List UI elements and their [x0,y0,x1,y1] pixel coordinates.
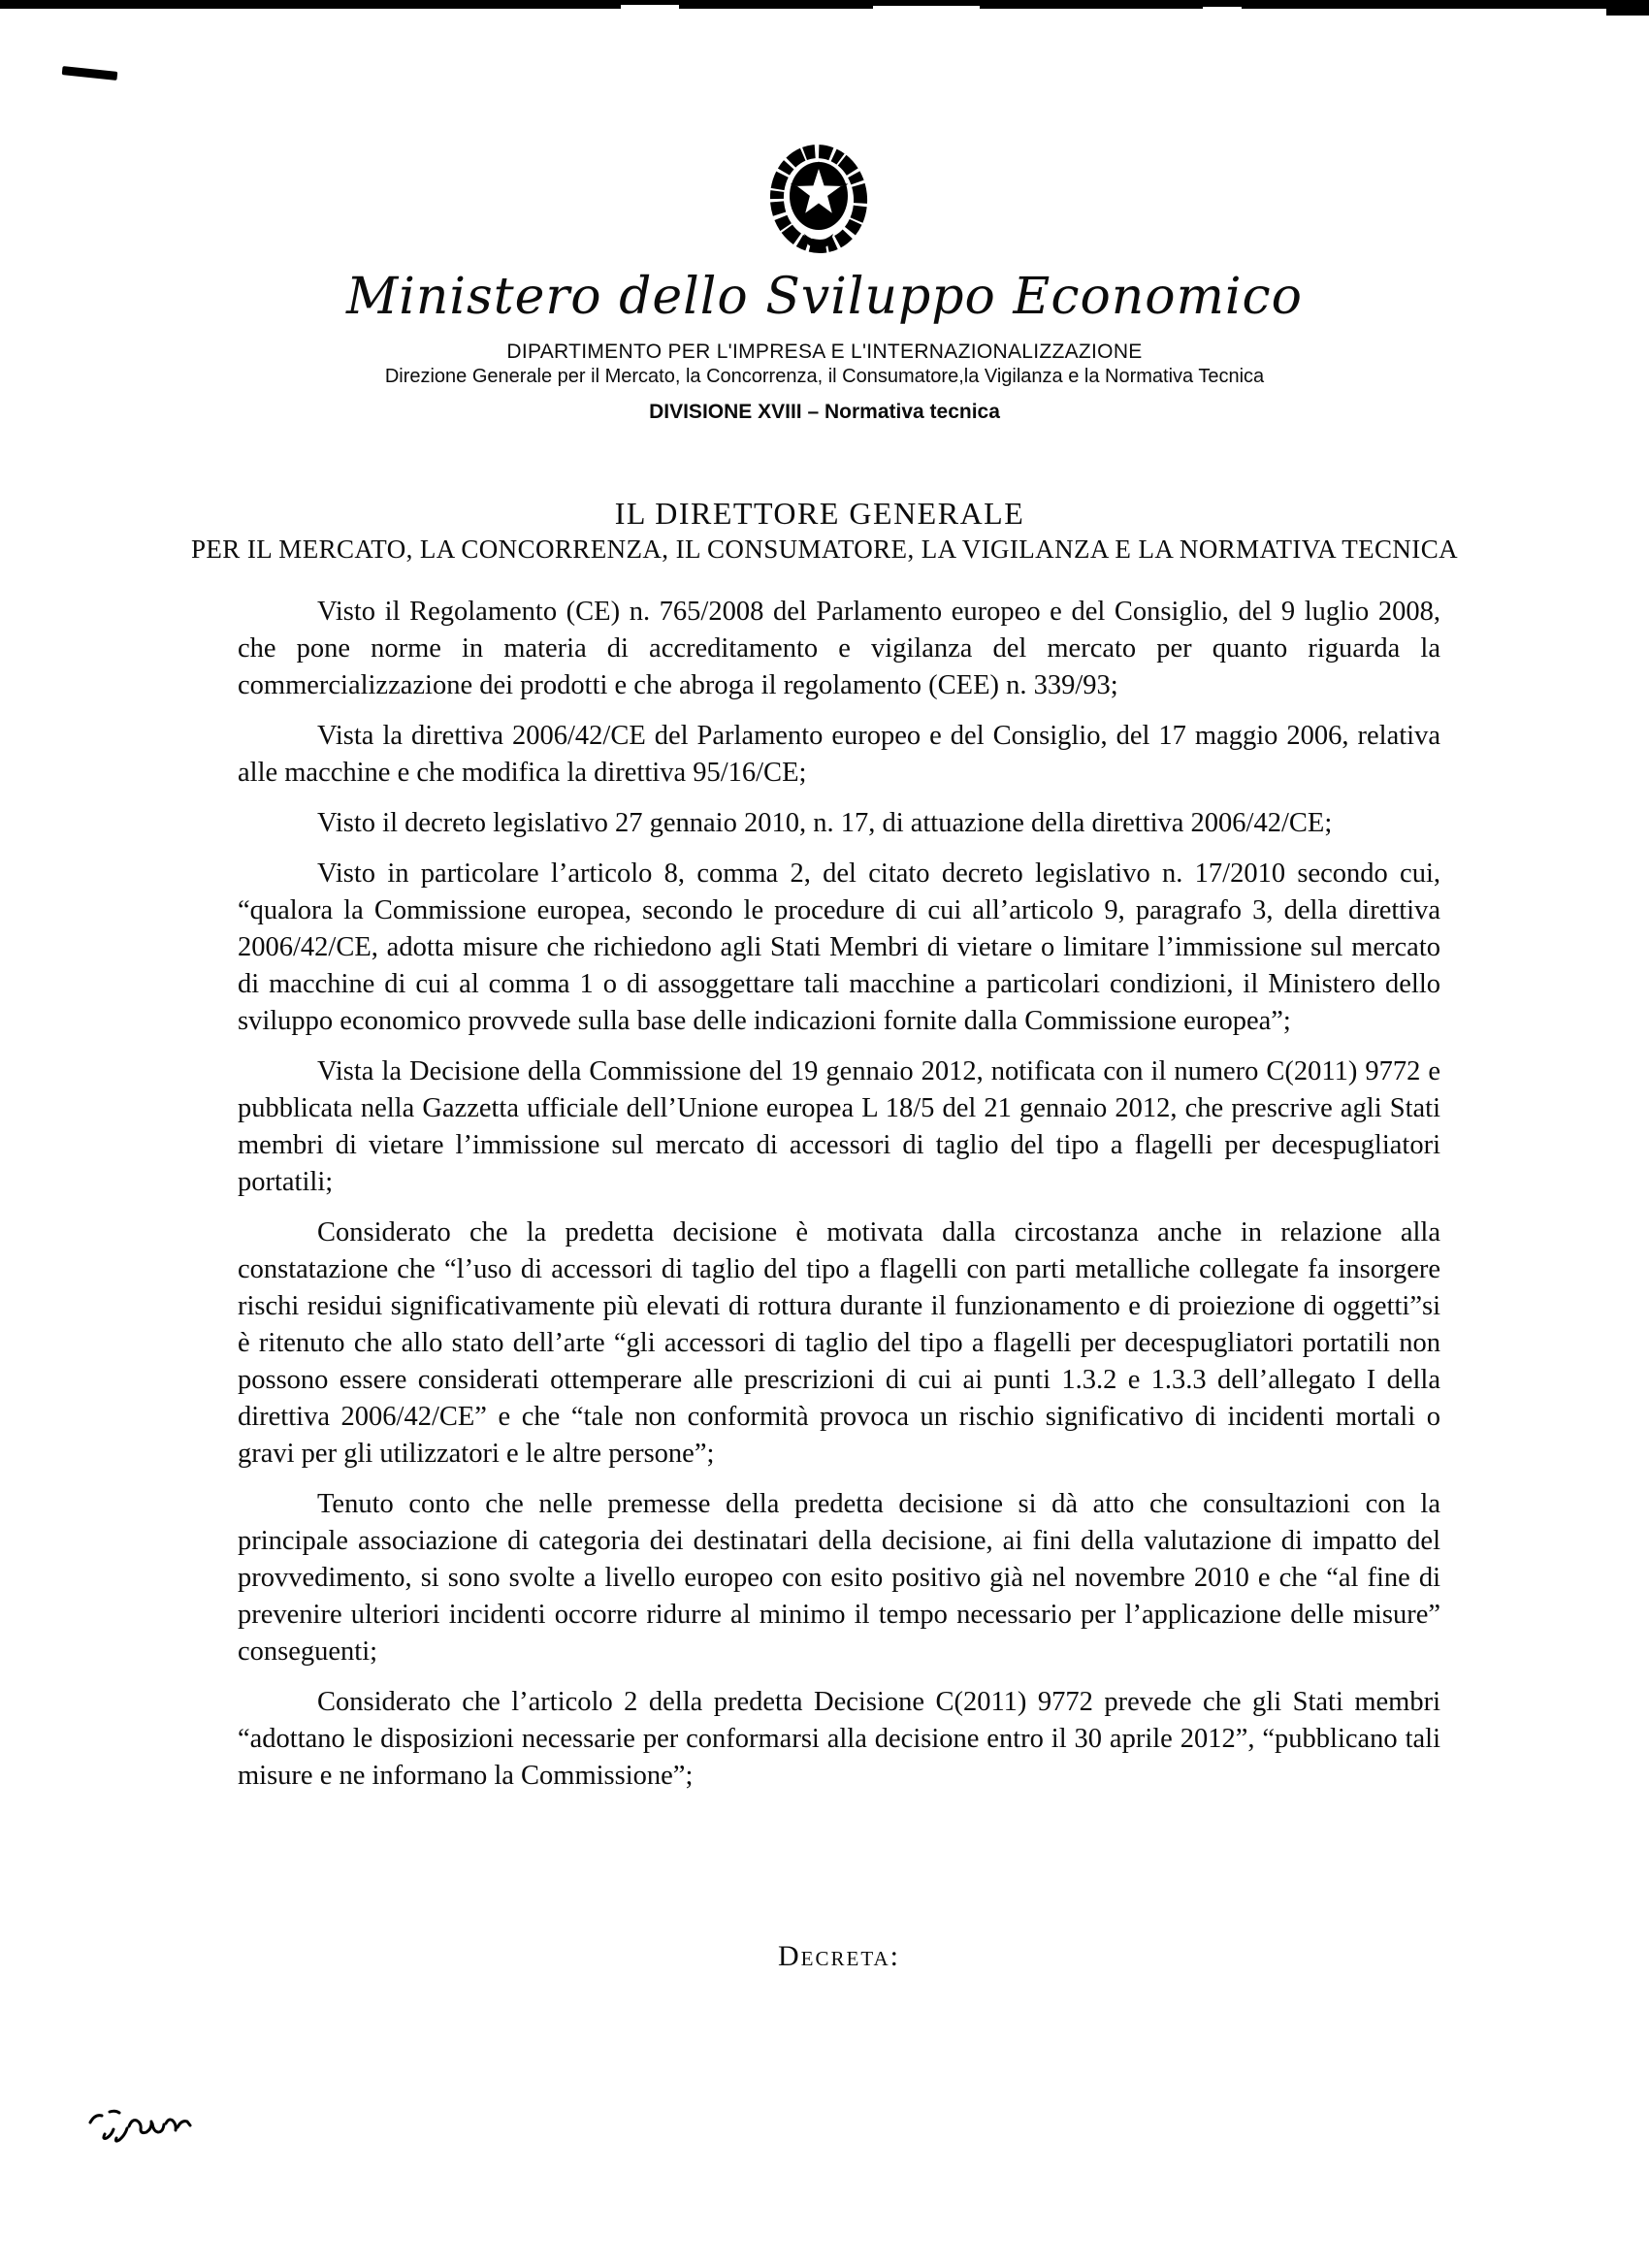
directorate-line: Direzione Generale per il Mercato, la Concorrenza, il Consumatore,la Vigilanza e la Normativa Tecnica [384,366,1265,387]
italian-republic-emblem-icon [766,141,871,253]
division-line: DIVISIONE XVIII – Normativa tecnica [649,401,1000,423]
scan-artifact-gap [621,5,679,9]
decree-paragraph: Considerato che la predetta decisione è motivata dalla circostanza anche in relazione alla constatazione che “l’uso di accessori di taglio del tipo a flagelli con parti metalliche collegate fa insorgere rischi residui significativamente più elevati di rottura durante il funzionamento e di proiezione di oggetti”si è ritenuto che allo stato dell’arte “gli accessori di taglio del tipo a flagelli per decespugliatori portatili non possono essere considerati ottemperare alle prescrizioni di cui ai punti 1.3.2 e 1.3.3 dell’allegato I della direttiva 2006/42/CE” e che “tale non conformità provoca un rischio significativo di incidenti mortali o gravi per gli utilizzatori e le altre persone”; [238,1217,1440,1469]
scan-artifact-top-edge-bar [0,0,1649,9]
decree-paragraph: Tenuto conto che nelle premesse della predetta decisione si dà atto che consultazioni con la principale associazione di categoria dei destinatari della decisione, ai fini della valutazione di impatto del provvedimento, si sono svolte a livello europeo con esito positivo già nel novembre 2010 e che “al fine di prevenire ulteriori incidenti occorre ridurre al minimo il tempo necessario per l’applicazione delle misure” conseguenti; [238,1489,1440,1667]
decree-paragraph: Visto in particolare l’articolo 8, comma 2, del citato decreto legislativo n. 17/2010 secondo cui, “qualora la Commissione europea, secondo le procedure di cui all’articolo 9, paragrafo 3, della direttiva 2006/42/CE, adotta misure che richiedono agli Stati Membri di vietare o limitare l’immissione sul mercato di macchine di cui al comma 1 o di assoggettare tali macchine a particolari condizioni, il Ministero dello sviluppo economico provvede sulla base delle indicazioni fornite dalla Commissione europea”; [238,859,1440,1036]
decree-paragraph: Vista la direttiva 2006/42/CE del Parlamento europeo e del Consiglio, del 17 maggio 2006, relativa alle macchine e che modifica la direttiva 95/16/CE; [238,721,1440,788]
department-line: DIPARTIMENTO PER L'IMPRESA E L'INTERNAZIONALIZZAZIONE [506,340,1143,363]
pen-dash-mark [62,66,118,81]
decreta-heading: Decreta: [778,1940,900,1972]
decree-paragraph: Considerato che l’articolo 2 della predetta Decisione C(2011) 9772 prevede che gli Stati membri “adottano le disposizioni necessarie per conformarsi alla decisione entro il 30 aprile 2012”, “pubblicano tali misure e ne informano la Commissione”; [238,1687,1440,1791]
scan-artifact-gap [873,6,980,9]
decree-paragraph: Visto il Regolamento (CE) n. 765/2008 del Parlamento europeo e del Consiglio, del 9 luglio 2008, che pone norme in materia di accreditamento e vigilanza del mercato per quanto riguarda la commercializzazione dei prodotti e che abroga il regolamento (CEE) n. 339/93; [238,597,1440,700]
handwritten-squiggle-mark [87,2107,218,2155]
decree-paragraph: Vista la Decisione della Commissione del 19 gennaio 2012, notificata con il numero C(2011) 9772 e pubblicata nella Gazzetta ufficiale dell’Unione europea L 18/5 del 21 gennaio 2012, che prescrive agli Stati membri di vietare l’immissione sul mercato di accessori di taglio del tipo a flagelli per decespugliatori portatili; [238,1056,1440,1197]
decree-subtitle: PER IL MERCATO, LA CONCORRENZA, IL CONSUMATORE, LA VIGILANZA E LA NORMATIVA TECNICA [190,535,1459,564]
decree-paragraph: Visto il decreto legislativo 27 gennaio 2010, n. 17, di attuazione della direttiva 2006/42/CE; [317,808,1333,838]
ministry-name-script: Ministero dello Sviluppo Economico [346,268,1303,326]
decree-body [238,594,1440,1808]
scan-artifact-gap [1203,7,1242,9]
scan-artifact-corner-blob [1606,0,1649,16]
decree-title: IL DIRETTORE GENERALE [614,496,1025,531]
